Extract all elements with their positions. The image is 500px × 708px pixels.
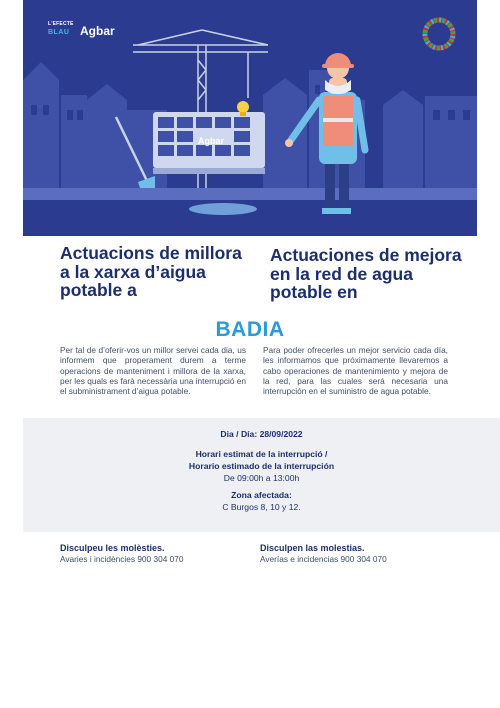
zone-label: Zona afectada:: [231, 490, 292, 500]
zone-value: C Burgos 8, 10 y 12.: [222, 502, 301, 512]
incidents-phone-spanish: Averías e incidencias 900 304 070: [260, 554, 387, 564]
company-logo: Agbar: [80, 24, 115, 38]
date-line: Dia / Día: 28/09/2022: [220, 429, 303, 439]
hero-illustration: [23, 0, 477, 236]
apology-catalan: Disculpeu les molèsties.: [60, 543, 165, 553]
schedule-label-ca: Horari estimat de la interrupció /: [195, 449, 328, 459]
title-spanish: Actuaciones de mejora en la red de agua potable en: [270, 245, 462, 302]
schedule-time: De 09:00h a 13:00h: [223, 473, 300, 483]
apology-spanish: Disculpen las molestias.: [260, 543, 365, 553]
incidents-phone-catalan: Avaries i incidències 900 304 070: [60, 554, 184, 564]
body-spanish: Para poder ofrecerles un mejor servicio cada día, les informamos que próximamente llevaremos a cabo operaciones de mantenimiento y mejora de la red, para las cuales será necesaria una interrupción en el suministro de agua potable.: [263, 345, 448, 397]
title-catalan: Actuacions de millora a la xarxa d’aigua potable a: [60, 243, 242, 300]
panel-label: Agbar: [198, 136, 225, 146]
brand-logo-small: L'EFECTE: [48, 21, 74, 27]
town-name: BADIA: [215, 318, 285, 341]
brand-logo-big: BLAU: [48, 29, 70, 36]
body-catalan: Per tal de d’oferir-vos un millor servei cada dia, us informem que properament durem a terme operacions de manteniment i millora de la xarxa, per les quals es farà necessària una interrupció en el subministrament d’aigua potable.: [60, 345, 246, 397]
schedule-label-es: Horario estimado de la interrupción: [188, 461, 335, 471]
